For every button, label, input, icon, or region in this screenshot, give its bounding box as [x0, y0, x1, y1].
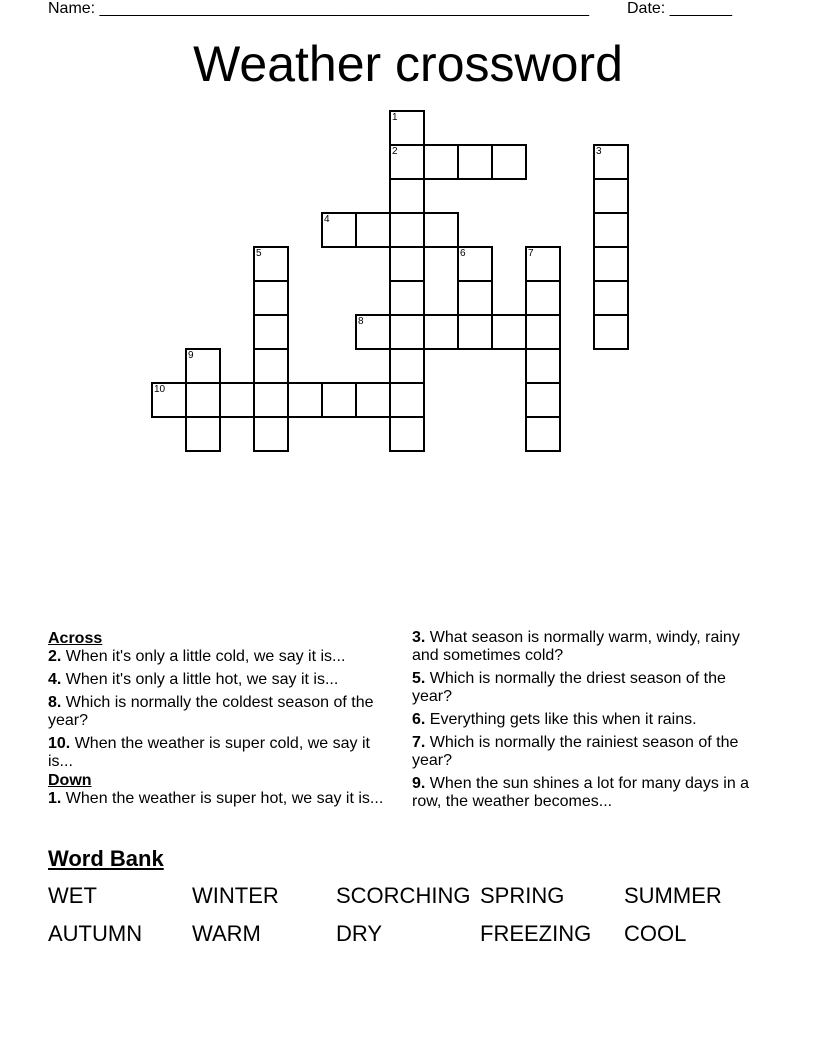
crossword-cell[interactable] — [253, 382, 289, 418]
crossword-cell[interactable] — [185, 382, 221, 418]
clue-text: Which is normally the driest season of the year? — [412, 670, 726, 705]
crossword-cell[interactable] — [525, 348, 561, 384]
date-line: Date: _______ — [627, 0, 732, 17]
clue-down-3 — [412, 629, 762, 665]
cell-number: 1 — [392, 112, 398, 123]
crossword-cell[interactable] — [355, 212, 391, 248]
crossword-cell[interactable] — [253, 314, 289, 350]
cell-number: 6 — [460, 248, 466, 259]
crossword-cell[interactable] — [457, 144, 493, 180]
word-bank-word: DRY — [336, 921, 383, 946]
clue-text: When it's only a little hot, we say it is... — [61, 671, 339, 688]
clue-across-4 — [48, 671, 393, 689]
crossword-cell[interactable] — [423, 212, 459, 248]
clue-number: 3. — [412, 629, 426, 646]
cell-number: 7 — [528, 248, 534, 259]
crossword-cell[interactable] — [389, 416, 425, 452]
clue-text: Which is normally the rainiest season of the year? — [412, 734, 739, 769]
crossword-cell[interactable] — [185, 348, 221, 384]
down-heading: Down — [48, 772, 92, 789]
word-bank-word: WINTER — [192, 883, 279, 908]
crossword-cell[interactable] — [525, 246, 561, 282]
crossword-cell[interactable] — [525, 280, 561, 316]
clue-text: Everything gets like this when it rains. — [425, 711, 697, 728]
word-bank-word: SCORCHING — [336, 883, 471, 908]
crossword-cell[interactable] — [321, 212, 357, 248]
clue-number: 5. — [412, 670, 426, 687]
clue-number: 1. — [48, 790, 62, 807]
crossword-cell[interactable] — [525, 314, 561, 350]
word-bank-word: COOL — [624, 921, 687, 946]
crossword-cell[interactable] — [253, 246, 289, 282]
clue-number: 9. — [412, 775, 426, 792]
crossword-cell[interactable] — [389, 178, 425, 214]
clue-across-2 — [48, 648, 393, 666]
cell-number: 2 — [392, 146, 398, 157]
clue-down-5 — [412, 670, 762, 706]
word-bank-word: AUTUMN — [48, 921, 143, 946]
crossword-cell[interactable] — [219, 382, 255, 418]
clue-down-6 — [412, 711, 762, 729]
crossword-cell[interactable] — [525, 382, 561, 418]
clue-number: 10. — [48, 735, 71, 752]
crossword-cell[interactable] — [151, 382, 187, 418]
cell-number: 9 — [188, 350, 194, 361]
crossword-cell[interactable] — [389, 348, 425, 384]
crossword-cell[interactable] — [355, 314, 391, 350]
crossword-cell[interactable] — [423, 314, 459, 350]
crossword-cell[interactable] — [185, 416, 221, 452]
crossword-cell[interactable] — [389, 314, 425, 350]
crossword-cell[interactable] — [593, 178, 629, 214]
clue-across-10 — [48, 735, 393, 771]
cell-number: 3 — [596, 146, 602, 157]
crossword-cell[interactable] — [423, 144, 459, 180]
crossword-grid — [0, 0, 816, 470]
crossword-cell[interactable] — [253, 280, 289, 316]
clue-number: 6. — [412, 711, 426, 728]
page-title: Weather crossword — [193, 36, 623, 92]
crossword-cell[interactable] — [253, 348, 289, 384]
clue-down-9 — [412, 775, 762, 811]
crossword-cell[interactable] — [457, 314, 493, 350]
clue-text: What season is normally warm, windy, rainy and sometimes cold? — [412, 629, 740, 664]
crossword-cell[interactable] — [457, 246, 493, 282]
clue-text: When it's only a little cold, we say it is... — [61, 648, 346, 665]
crossword-cell[interactable] — [389, 144, 425, 180]
word-bank-word: WARM — [192, 921, 261, 946]
word-bank-word: WET — [48, 883, 97, 908]
across-heading: Across — [48, 630, 103, 647]
clue-number: 2. — [48, 648, 62, 665]
crossword-cell[interactable] — [525, 416, 561, 452]
crossword-cell[interactable] — [593, 280, 629, 316]
crossword-cell[interactable] — [321, 382, 357, 418]
clue-text: When the sun shines a lot for many days in a row, the weather becomes... — [412, 775, 750, 810]
crossword-cell[interactable] — [593, 144, 629, 180]
crossword-cell[interactable] — [389, 110, 425, 146]
name-line: Name: _______________________________________________________ — [48, 0, 589, 17]
word-bank-word: SPRING — [480, 883, 565, 908]
crossword-cell[interactable] — [355, 382, 391, 418]
clue-text: When the weather is super hot, we say it is... — [61, 790, 384, 807]
clue-number: 4. — [48, 671, 62, 688]
clue-across-8 — [48, 694, 393, 730]
crossword-cell[interactable] — [491, 144, 527, 180]
clue-number: 7. — [412, 734, 426, 751]
clue-down-7 — [412, 734, 762, 770]
crossword-cell[interactable] — [457, 280, 493, 316]
crossword-cell[interactable] — [253, 416, 289, 452]
crossword-cell[interactable] — [593, 246, 629, 282]
cell-number: 10 — [154, 384, 166, 395]
crossword-cell[interactable] — [389, 280, 425, 316]
cell-number: 5 — [256, 248, 262, 259]
crossword-cell[interactable] — [593, 212, 629, 248]
clues-left-column — [48, 629, 393, 813]
crossword-cell[interactable] — [389, 246, 425, 282]
clue-down-1 — [48, 790, 393, 808]
crossword-cell[interactable] — [491, 314, 527, 350]
crossword-cell[interactable] — [287, 382, 323, 418]
word-bank-title: Word Bank — [48, 846, 164, 871]
clue-number: 8. — [48, 694, 62, 711]
crossword-cell[interactable] — [389, 212, 425, 248]
word-bank-word: SUMMER — [624, 883, 722, 908]
cell-number: 8 — [358, 316, 364, 327]
cell-number: 4 — [324, 214, 330, 225]
crossword-cell[interactable] — [593, 314, 629, 350]
clue-text: Which is normally the coldest season of the year? — [48, 694, 374, 729]
crossword-cell[interactable] — [389, 382, 425, 418]
clues-right-column — [412, 629, 762, 816]
word-bank-word: FREEZING — [480, 921, 592, 946]
clue-text: When the weather is super cold, we say it is... — [48, 735, 370, 770]
